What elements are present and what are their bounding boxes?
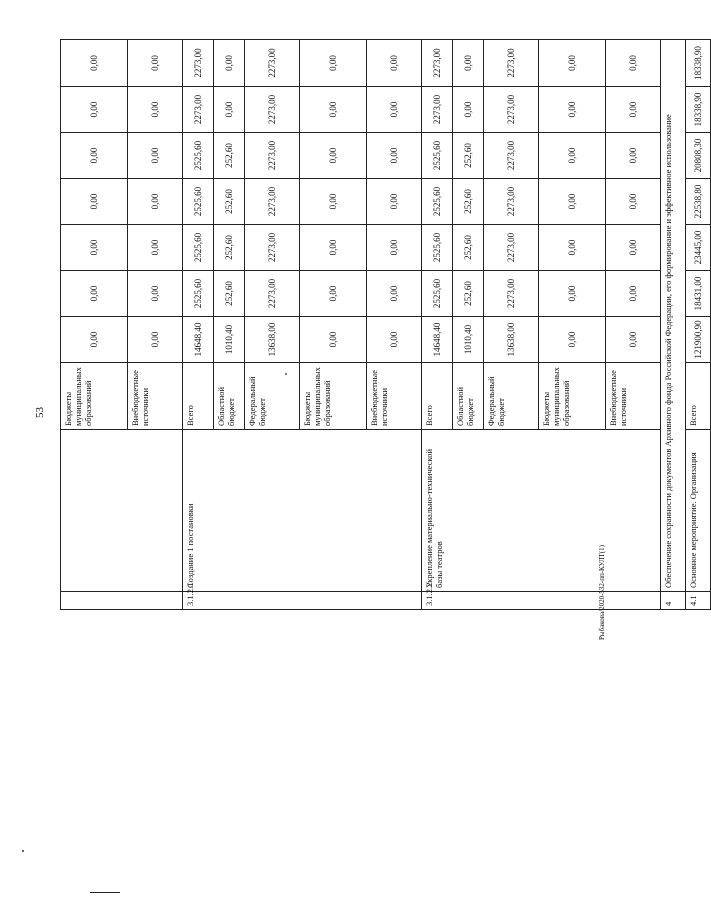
amount-cell: 0,00 bbox=[367, 133, 422, 179]
amount-cell: 252,60 bbox=[214, 179, 245, 225]
amount-cell: 2273,00 bbox=[245, 179, 300, 225]
amount-cell: 252,60 bbox=[214, 225, 245, 271]
table-row bbox=[183, 40, 214, 610]
amount-cell: 1010,40 bbox=[453, 317, 484, 363]
amount-cell: 0,00 bbox=[128, 179, 183, 225]
amount-cell: 0,00 bbox=[61, 271, 128, 317]
scan-speck bbox=[22, 850, 24, 852]
amount-cell: 22538,80 bbox=[686, 179, 711, 225]
amount-cell: 252,60 bbox=[453, 179, 484, 225]
amount-cell: 2525,60 bbox=[183, 133, 214, 179]
amount-cell: 18338,90 bbox=[686, 40, 711, 87]
amount-cell: 2525,60 bbox=[422, 225, 453, 271]
amount-cell: 0,00 bbox=[128, 317, 183, 363]
funding-source-cell: Внебюджетные источники bbox=[128, 363, 183, 430]
funding-source-cell: Бюджеты муниципальных образований bbox=[61, 363, 128, 430]
amount-cell: 0,00 bbox=[606, 87, 661, 133]
item-number-cell: 3.1.2.2 bbox=[422, 592, 661, 610]
amount-cell: 0,00 bbox=[606, 179, 661, 225]
amount-cell: 0,00 bbox=[300, 271, 367, 317]
amount-cell: 252,60 bbox=[214, 271, 245, 317]
amount-cell: 0,00 bbox=[606, 40, 661, 87]
funding-source-cell: Федеральный бюджет bbox=[484, 363, 539, 430]
amount-cell: 2525,60 bbox=[422, 271, 453, 317]
section-title-cell: Обеспечение сохранности документов Архивного фонда Российской Федерации, его формирование и эффективное использование bbox=[661, 40, 686, 592]
amount-cell: 0,00 bbox=[214, 87, 245, 133]
amount-cell: 0,00 bbox=[128, 271, 183, 317]
item-number-cell bbox=[61, 592, 183, 610]
funding-source-cell: Областной бюджет bbox=[453, 363, 484, 430]
item-name-cell bbox=[61, 430, 183, 592]
amount-cell: 2273,00 bbox=[484, 87, 539, 133]
amount-cell: 2273,00 bbox=[484, 179, 539, 225]
amount-cell: 0,00 bbox=[300, 87, 367, 133]
funding-source-cell: Всего bbox=[183, 363, 214, 430]
amount-cell: 2273,00 bbox=[245, 133, 300, 179]
amount-cell: 121900,90 bbox=[686, 317, 711, 363]
table-row bbox=[61, 40, 128, 610]
amount-cell: 2273,00 bbox=[484, 133, 539, 179]
amount-cell: 0,00 bbox=[300, 40, 367, 87]
amount-cell: 0,00 bbox=[61, 40, 128, 87]
amount-cell: 0,00 bbox=[61, 317, 128, 363]
amount-cell: 0,00 bbox=[453, 40, 484, 87]
amount-cell: 0,00 bbox=[539, 179, 606, 225]
amount-cell: 14648,40 bbox=[422, 317, 453, 363]
amount-cell: 0,00 bbox=[61, 179, 128, 225]
item-number-cell: 3.1.2.1 bbox=[183, 592, 422, 610]
amount-cell: 2273,00 bbox=[422, 87, 453, 133]
amount-cell: 0,00 bbox=[300, 133, 367, 179]
amount-cell: 0,00 bbox=[367, 271, 422, 317]
amount-cell: 252,60 bbox=[214, 133, 245, 179]
funding-source-cell: Внебюджетные источники bbox=[367, 363, 422, 430]
amount-cell: 18338,90 bbox=[686, 87, 711, 133]
item-name-cell: Создание 1 постановки bbox=[183, 430, 422, 592]
amount-cell: 0,00 bbox=[367, 40, 422, 87]
amount-cell: 2525,60 bbox=[422, 179, 453, 225]
funding-source-cell: Бюджеты муниципальных образований bbox=[300, 363, 367, 430]
amount-cell: 0,00 bbox=[61, 225, 128, 271]
amount-cell: 2273,00 bbox=[484, 271, 539, 317]
amount-cell: 252,60 bbox=[453, 271, 484, 317]
amount-cell: 0,00 bbox=[539, 133, 606, 179]
item-name-cell: Укрепление материально-технической базы театров bbox=[422, 430, 661, 592]
table-row bbox=[422, 40, 453, 610]
amount-cell: 2273,00 bbox=[183, 40, 214, 87]
amount-cell: 0,00 bbox=[300, 225, 367, 271]
amount-cell: 23445,00 bbox=[686, 225, 711, 271]
amount-cell: 0,00 bbox=[606, 225, 661, 271]
amount-cell: 0,00 bbox=[367, 87, 422, 133]
amount-cell: 0,00 bbox=[606, 133, 661, 179]
amount-cell: 13638,00 bbox=[484, 317, 539, 363]
amount-cell: 0,00 bbox=[128, 225, 183, 271]
amount-cell: 0,00 bbox=[539, 317, 606, 363]
amount-cell: 0,00 bbox=[367, 317, 422, 363]
amount-cell: 2273,00 bbox=[245, 225, 300, 271]
footer-rule bbox=[90, 892, 120, 893]
amount-cell: 0,00 bbox=[128, 133, 183, 179]
amount-cell: 2273,00 bbox=[183, 87, 214, 133]
amount-cell: 252,60 bbox=[453, 225, 484, 271]
amount-cell: 13638,00 bbox=[245, 317, 300, 363]
funding-source-cell: Всего bbox=[422, 363, 453, 430]
funding-source-cell: Областной бюджет bbox=[214, 363, 245, 430]
amount-cell: 0,00 bbox=[606, 271, 661, 317]
amount-cell: 20808,30 bbox=[686, 133, 711, 179]
amount-cell: 2525,60 bbox=[183, 225, 214, 271]
amount-cell: 2273,00 bbox=[422, 40, 453, 87]
item-number-cell: 4.1 bbox=[686, 592, 711, 610]
amount-cell: 0,00 bbox=[539, 40, 606, 87]
amount-cell: 0,00 bbox=[606, 317, 661, 363]
amount-cell: 2273,00 bbox=[245, 87, 300, 133]
amount-cell: 0,00 bbox=[128, 87, 183, 133]
amount-cell: 0,00 bbox=[367, 179, 422, 225]
amount-cell: 0,00 bbox=[539, 271, 606, 317]
amount-cell: 2273,00 bbox=[484, 40, 539, 87]
amount-cell: 2273,00 bbox=[245, 271, 300, 317]
amount-cell: 14648,40 bbox=[183, 317, 214, 363]
item-name-cell: Основное мероприятие. Организация bbox=[686, 430, 711, 592]
amount-cell: 0,00 bbox=[128, 40, 183, 87]
section-number-cell: 4 bbox=[661, 592, 686, 610]
funding-source-cell: Бюджеты муниципальных образований bbox=[539, 363, 606, 430]
amount-cell: 2525,60 bbox=[183, 271, 214, 317]
funding-source-cell: Всего bbox=[686, 363, 711, 430]
amount-cell: 0,00 bbox=[453, 87, 484, 133]
page-number: 53 bbox=[34, 407, 46, 418]
amount-cell: 1010,40 bbox=[214, 317, 245, 363]
amount-cell: 2273,00 bbox=[245, 40, 300, 87]
amount-cell: 18431,00 bbox=[686, 271, 711, 317]
amount-cell: 0,00 bbox=[300, 317, 367, 363]
funding-source-cell: Внебюджетные источники bbox=[606, 363, 661, 430]
table-row bbox=[686, 40, 711, 610]
amount-cell: 2273,00 bbox=[484, 225, 539, 271]
amount-cell: 2525,60 bbox=[422, 133, 453, 179]
amount-cell: 0,00 bbox=[367, 225, 422, 271]
amount-cell: 0,00 bbox=[214, 40, 245, 87]
amount-cell: 0,00 bbox=[300, 179, 367, 225]
amount-cell: 0,00 bbox=[539, 87, 606, 133]
budget-table bbox=[60, 39, 711, 610]
funding-source-cell: Федеральный бюджет bbox=[245, 363, 300, 430]
amount-cell: 0,00 bbox=[539, 225, 606, 271]
section-row bbox=[661, 40, 686, 610]
amount-cell: 0,00 bbox=[61, 87, 128, 133]
document-id: Рыбакова/2020-532-пп-КУЛТ(1) bbox=[598, 545, 606, 640]
amount-cell: 252,60 bbox=[453, 133, 484, 179]
amount-cell: 0,00 bbox=[61, 133, 128, 179]
amount-cell: 2525,60 bbox=[183, 179, 214, 225]
